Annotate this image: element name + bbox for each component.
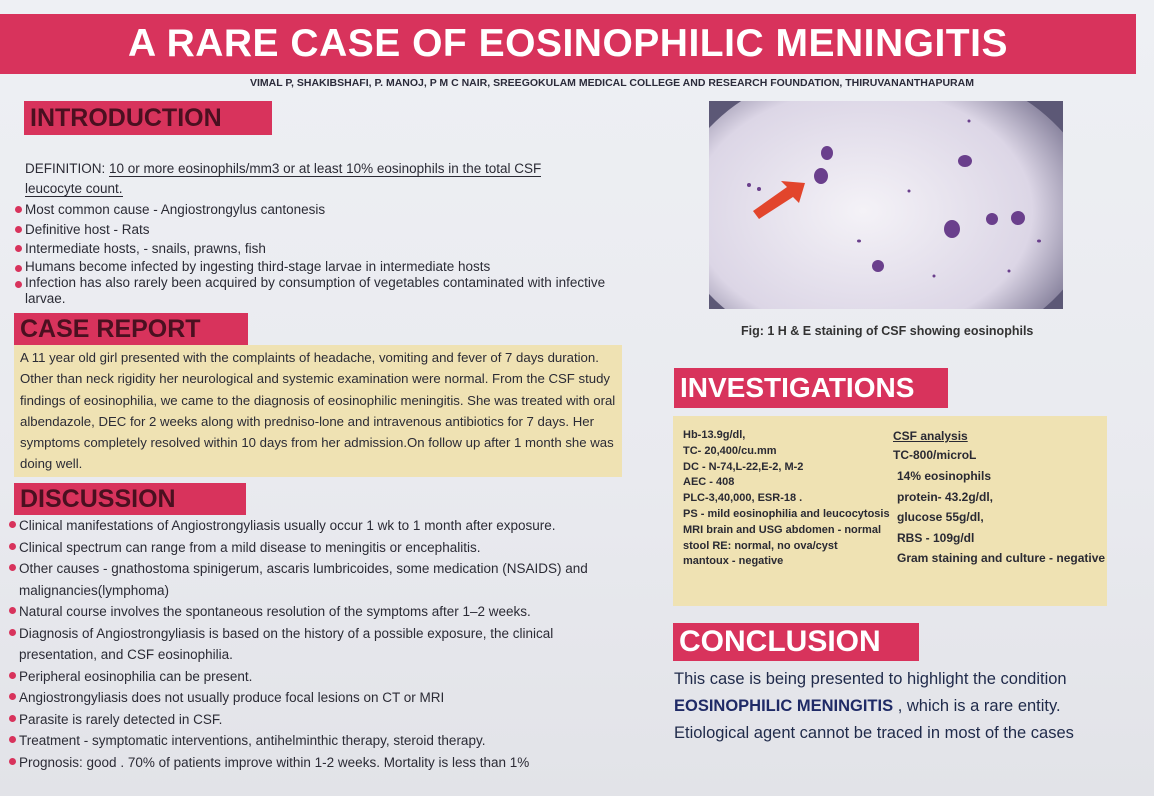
list-item: Most common cause - Angiostrongylus cantonesis (14, 200, 614, 220)
inv-item: stool RE: normal, no ova/cyst (683, 539, 838, 552)
inv-item: RBS - 109g/dl (897, 530, 975, 545)
list-item: Intermediate hosts, - snails, prawns, fish (14, 239, 614, 259)
inv-item: PS - mild eosinophilia and leucocytosis (683, 507, 890, 520)
list-item: Prognosis: good . 70% of patients improve within 1-2 weeks. Mortality is less than 1% (8, 752, 633, 774)
inv-item: mantoux - negative (683, 555, 784, 568)
definition-label: DEFINITION: (25, 161, 106, 176)
figure-caption: Fig: 1 H & E staining of CSF showing eosinophils (741, 324, 1034, 338)
definition (25, 159, 615, 198)
discussion-list (8, 515, 633, 773)
introduction-list (14, 200, 614, 307)
list-item: Treatment - symptomatic interventions, antihelminthic therapy, steroid therapy. (8, 730, 633, 752)
inv-item: Gram staining and culture - negative (897, 551, 1106, 565)
investigations-box (673, 416, 1107, 606)
inv-item: DC - N-74,L-22,E-2, M-2 (683, 460, 804, 473)
title-banner (0, 14, 1136, 74)
inv-item: AEC - 408 (683, 476, 735, 489)
inv-item: MRI brain and USG abdomen - normal (683, 523, 882, 536)
conclusion-text (674, 666, 1134, 747)
list-item: Other causes - gnathostoma spinigerum, ascaris lumbricoides, some medication (NSAIDS) and malignancies(lymphoma) (8, 558, 633, 601)
conclusion-heading: CONCLUSION (673, 623, 919, 661)
inv-item: 14% eosinophils (897, 469, 992, 483)
case-report-heading: CASE REPORT (14, 313, 248, 345)
csf-header: CSF analysis (893, 429, 968, 443)
conclusion-line-2-rest: , which is a rare entity. (893, 697, 1061, 715)
poster-title: A RARE CASE OF EOSINOPHILIC MENINGITIS (128, 22, 1008, 65)
list-item: Peripheral eosinophilia can be present. (8, 666, 633, 688)
list-item: Clinical manifestations of Angiostrongyliasis usually occur 1 wk to 1 month after exposure. (8, 515, 633, 537)
investigations-heading: INVESTIGATIONS (674, 368, 948, 408)
list-item: Clinical spectrum can range from a mild disease to meningitis or encephalitis. (8, 537, 633, 559)
inv-item: TC-800/microL (893, 448, 977, 462)
list-item: Natural course involves the spontaneous resolution of the symptoms after 1–2 weeks. (8, 601, 633, 623)
inv-item: Hb-13.9g/dl, (683, 429, 746, 441)
list-item: Angiostrongyliasis does not usually produce focal lesions on CT or MRI (8, 687, 633, 709)
conclusion-line-1: This case is being presented to highlight the condition (674, 670, 1067, 688)
authors-line: VIMAL P, SHAKIBSHAFI, P. MANOJ, P M C NAIR, SREEGOKULAM MEDICAL COLLEGE AND RESEARCH FOUNDATION, THIRUVANANTHAPURAM (250, 77, 974, 89)
microscopy-svg (709, 101, 1063, 309)
csf-microscopy-image (709, 101, 1063, 309)
inv-item: protein- 43.2g/dl, (897, 489, 994, 504)
list-item: Diagnosis of Angiostrongyliasis is based on the history of a possible exposure, the clinical presentation, and CSF eosinophilia. (8, 623, 633, 666)
definition-text: 10 or more eosinophils/mm3 or at least 10% eosinophils in the total CSF (109, 161, 542, 176)
case-report-text: A 11 year old girl presented with the complaints of headache, vomiting and fever of 7 days duration. Other than neck rigidity her neurological and systemic examination were normal. From the CSF study findings of eosinophilia, we came to the diagnosis of eosinophilic meningitis. She was treated with oral albendazole, DEC for 2 weeks along with predniso-lone and intravenous antibiotics for 7 days. Her symptoms completely resolved within 10 days from her admission.On follow up after 1 month she was doing well. (20, 350, 616, 472)
list-item: Humans become infected by ingesting third-stage larvae in intermediate hosts (14, 259, 614, 275)
discussion-heading: DISCUSSION (14, 483, 246, 515)
introduction-heading: INTRODUCTION (24, 101, 272, 135)
inv-item: glucose 55g/dl, (897, 510, 984, 524)
conclusion-emphasis: EOSINOPHILIC MENINGITIS (674, 697, 894, 715)
conclusion-line-3: Etiological agent cannot be traced in most of the cases (674, 724, 1074, 742)
inv-item: TC- 20,400/cu.mm (683, 444, 777, 457)
inv-item: PLC-3,40,000, ESR-18 . (683, 492, 803, 505)
conclusion-line-2 (674, 693, 1134, 720)
definition-text-cont: leucocyte count. (25, 180, 123, 196)
list-item: Infection has also rarely been acquired by consumption of vegetables contaminated with infective larvae. (14, 275, 614, 307)
case-report-box (14, 345, 622, 477)
investigations-csf (893, 428, 1106, 569)
list-item: Definitive host - Rats (14, 220, 614, 240)
investigations-blood (683, 428, 890, 570)
list-item: Parasite is rarely detected in CSF. (8, 709, 633, 731)
